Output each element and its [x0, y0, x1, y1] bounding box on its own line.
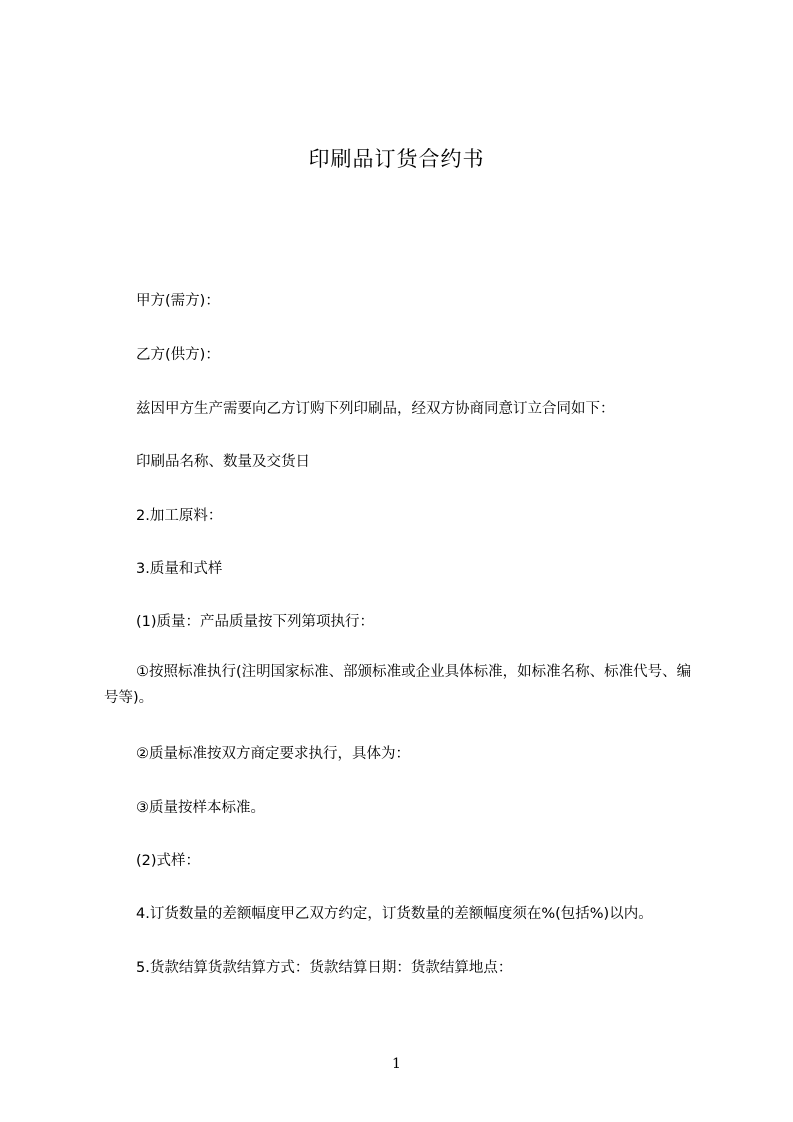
- quality-line: (1)质量：产品质量按下列第项执行：: [136, 614, 375, 630]
- page-number: 1: [392, 1056, 401, 1072]
- quality-option-1: ①按照标准执行(注明国家标准、部颁标准或企业具体标准，如标准名称、标准代号、编号等)。: [104, 664, 692, 706]
- quality-option-3: ③质量按样本标准。: [136, 800, 265, 816]
- party-a-line: 甲方(需方)：: [136, 293, 220, 309]
- intro-paragraph: 兹因甲方生产需要向乙方订购下列印刷品，经双方协商同意订立合同如下：: [136, 401, 615, 417]
- item-3-line: 3.质量和式样: [136, 561, 223, 577]
- item-4-line: 4.订货数量的差额幅度甲乙双方约定，订货数量的差额幅度须在%(包括%)以内。: [136, 906, 653, 922]
- style-line: (2)式样：: [136, 853, 201, 869]
- item-2-line: 2.加工原料：: [136, 508, 223, 524]
- item-1-line: 印刷品名称、数量及交货日: [136, 454, 310, 470]
- document-title: 印刷品订货合约书: [308, 147, 485, 171]
- item-5-line: 5.货款结算货款结算方式：货款结算日期：货款结算地点：: [136, 960, 513, 976]
- party-b-line: 乙方(供方)：: [136, 347, 220, 363]
- quality-option-2: ②质量标准按双方商定要求执行，具体为：: [136, 746, 410, 762]
